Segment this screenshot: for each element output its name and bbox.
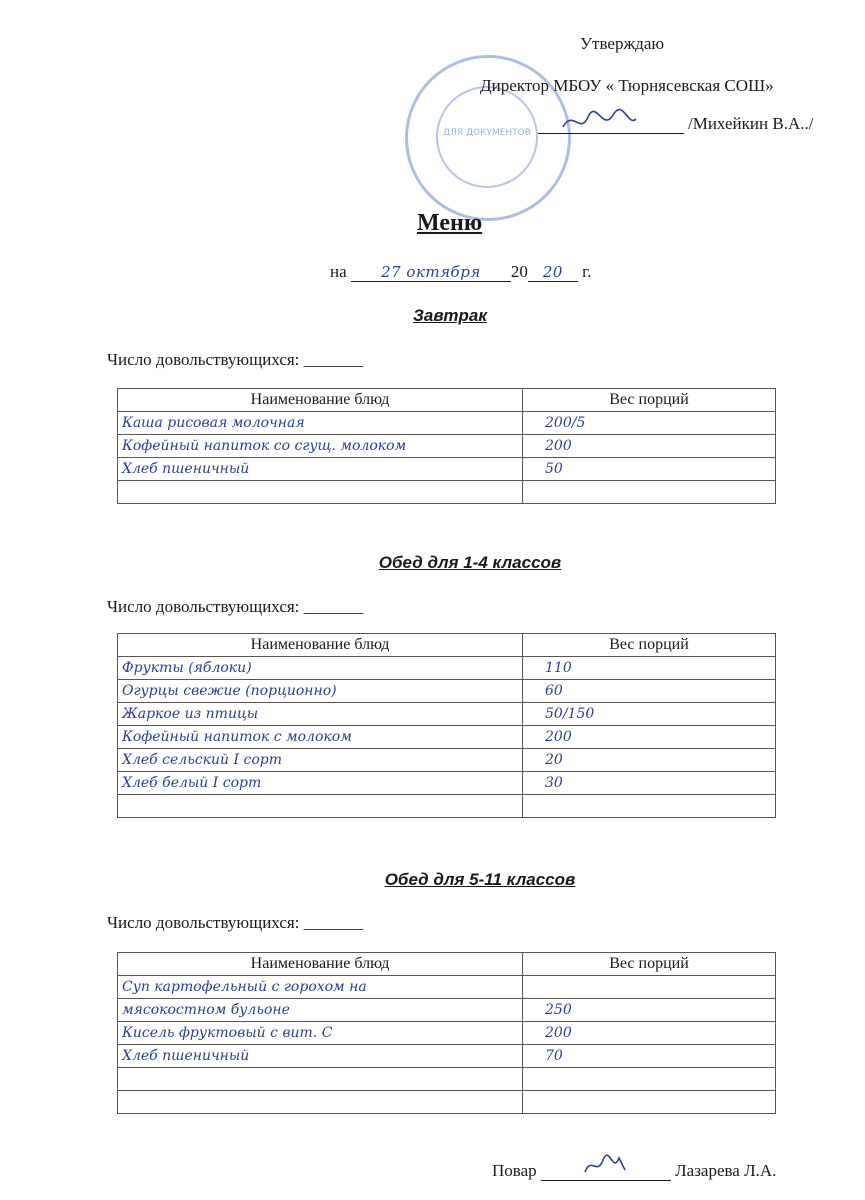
dish-weight: 200 bbox=[523, 726, 776, 749]
dish-weight bbox=[523, 976, 776, 999]
dish-weight: 70 bbox=[523, 1045, 776, 1068]
table-row bbox=[118, 749, 776, 772]
table-row bbox=[118, 435, 776, 458]
col-name-header: Наименование блюд bbox=[118, 953, 523, 976]
table-header-row bbox=[118, 389, 776, 412]
section-title-lunch-5-11: Обед для 5-11 классов bbox=[384, 870, 576, 889]
dish-weight: 50/150 bbox=[523, 703, 776, 726]
table-header-row bbox=[118, 953, 776, 976]
table-row bbox=[118, 680, 776, 703]
dish-weight: 20 bbox=[523, 749, 776, 772]
table-header-row bbox=[118, 634, 776, 657]
table-row bbox=[118, 657, 776, 680]
count-label-breakfast: Число довольствующихся: _______ bbox=[107, 350, 364, 369]
dish-weight: 200 bbox=[523, 435, 776, 458]
col-weight-header: Вес порций bbox=[523, 634, 776, 657]
count-label-lunch-1-4: Число довольствующихся: _______ bbox=[107, 597, 364, 616]
col-weight-header: Вес порций bbox=[523, 389, 776, 412]
director-signature-line bbox=[538, 113, 813, 134]
dish-weight: 30 bbox=[523, 772, 776, 795]
director-signature bbox=[558, 107, 638, 137]
stamp-text: ДЛЯ ДОКУМЕНТОВ bbox=[443, 128, 531, 138]
dish-name: Кофейный напиток со сгущ. молоком bbox=[118, 435, 523, 458]
section-title-lunch-1-4: Обед для 1-4 классов bbox=[378, 553, 562, 572]
dish-name: Хлеб сельский I сорт bbox=[118, 749, 523, 772]
date-day-month: 27 октября bbox=[351, 263, 511, 282]
date-prefix: на bbox=[330, 262, 347, 281]
dish-name: Хлеб белый I сорт bbox=[118, 772, 523, 795]
table-row bbox=[118, 726, 776, 749]
cook-label: Повар bbox=[492, 1161, 537, 1180]
dish-name: Хлеб пшеничный bbox=[118, 1045, 523, 1068]
table-row-empty bbox=[118, 481, 776, 504]
table-row bbox=[118, 703, 776, 726]
dish-name: Жаркое из птицы bbox=[118, 703, 523, 726]
director-label: Директор МБОУ « Тюрнясевская СОШ» bbox=[480, 76, 774, 95]
table-row bbox=[118, 458, 776, 481]
table-row-empty bbox=[118, 795, 776, 818]
cook-signature-line bbox=[492, 1160, 776, 1181]
date-year-suffix: 20 bbox=[528, 263, 578, 282]
dish-weight: 50 bbox=[523, 458, 776, 481]
table-row bbox=[118, 772, 776, 795]
table-row bbox=[118, 412, 776, 435]
dish-weight: 200 bbox=[523, 1022, 776, 1045]
table-row bbox=[118, 1022, 776, 1045]
count-label-lunch-5-11: Число довольствующихся: _______ bbox=[107, 913, 364, 932]
dish-weight: 250 bbox=[523, 999, 776, 1022]
dish-weight: 110 bbox=[523, 657, 776, 680]
page-title: Меню bbox=[417, 210, 483, 236]
date-year-prefix: 20 bbox=[510, 262, 528, 281]
dish-name: Хлеб пшеничный bbox=[118, 458, 523, 481]
lunch-1-4-table bbox=[117, 633, 776, 818]
dish-name: Каша рисовая молочная bbox=[118, 412, 523, 435]
table-row-empty bbox=[118, 1068, 776, 1091]
dish-name: Кофейный напиток с молоком bbox=[118, 726, 523, 749]
dish-name: Фрукты (яблоки) bbox=[118, 657, 523, 680]
signature-blank bbox=[538, 113, 684, 134]
lunch-5-11-table bbox=[117, 952, 776, 1114]
dish-name: Суп картофельный с горохом на bbox=[118, 976, 523, 999]
col-name-header: Наименование блюд bbox=[118, 634, 523, 657]
dish-weight: 60 bbox=[523, 680, 776, 703]
table-row bbox=[118, 1045, 776, 1068]
table-row bbox=[118, 976, 776, 999]
approve-label: Утверждаю bbox=[580, 34, 665, 53]
col-weight-header: Вес порций bbox=[523, 953, 776, 976]
date-year-label: г. bbox=[582, 262, 592, 281]
col-name-header: Наименование блюд bbox=[118, 389, 523, 412]
section-title-breakfast: Завтрак bbox=[413, 306, 487, 325]
table-row-empty bbox=[118, 1091, 776, 1114]
director-name: /Михейкин В.А../ bbox=[688, 114, 814, 133]
cook-signature bbox=[581, 1150, 631, 1178]
cook-name: Лазарева Л.А. bbox=[675, 1161, 777, 1180]
cook-signature-blank bbox=[541, 1160, 671, 1181]
table-row bbox=[118, 999, 776, 1022]
dish-name: мясокостном бульоне bbox=[118, 999, 523, 1022]
breakfast-table bbox=[117, 388, 776, 504]
date-line bbox=[330, 262, 591, 282]
dish-name: Огурцы свежие (порционно) bbox=[118, 680, 523, 703]
dish-weight: 200/5 bbox=[523, 412, 776, 435]
dish-name: Кисель фруктовый с вит. С bbox=[118, 1022, 523, 1045]
